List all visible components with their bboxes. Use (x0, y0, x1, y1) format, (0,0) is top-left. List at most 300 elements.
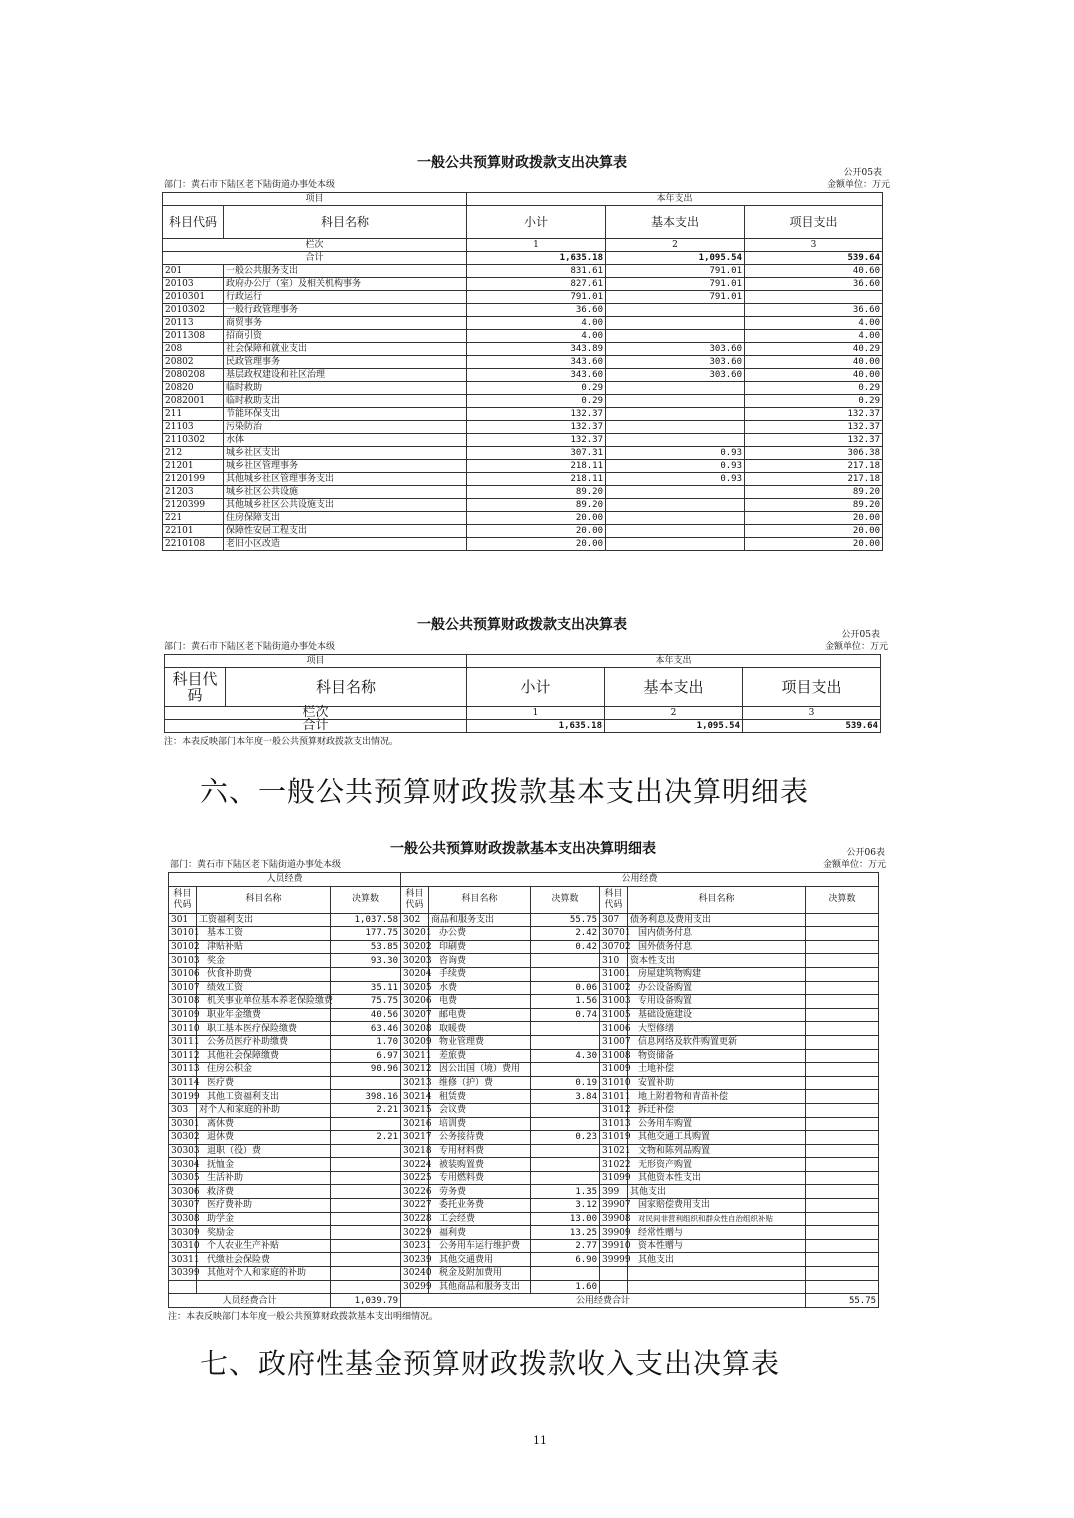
cell-amount: 2.77 (531, 1239, 600, 1253)
cell-code: 20103 (163, 278, 224, 291)
cell-name: 行政运行 (224, 291, 467, 304)
cell-basic (606, 434, 745, 447)
cell-amount: 13.00 (531, 1212, 600, 1226)
cell-code: 31010 (600, 1076, 628, 1090)
cell-amount (531, 1117, 600, 1131)
cell-amount (531, 967, 600, 981)
cell-name: 职工基本医疗保险缴费 (197, 1022, 331, 1036)
cell-code: 2082001 (163, 395, 224, 408)
table-row (163, 473, 883, 486)
cell-code: 30224 (401, 1158, 429, 1172)
table-row (169, 954, 879, 968)
cell-amount (331, 1253, 401, 1267)
cell-name: 政府办公厅（室）及相关机构事务 (224, 278, 467, 291)
cell-project: 40.00 (745, 369, 883, 382)
header-basic: 基本支出 (606, 206, 745, 239)
cell-name: 国外债务付息 (628, 940, 806, 954)
cell-name: 机关事业单位基本养老保险缴费 (197, 995, 331, 1009)
cell-name: 劳务费 (429, 1185, 531, 1199)
cell-name: 对个人和家庭的补助 (197, 1103, 331, 1117)
cell-name (628, 1280, 806, 1294)
cell-code: 30301 (169, 1117, 197, 1131)
cell-amount (806, 1117, 879, 1131)
cell-name: 专用材料费 (429, 1144, 531, 1158)
cell-name: 其他城乡社区公共设施支出 (224, 499, 467, 512)
table-row (163, 499, 883, 512)
table-row (169, 940, 879, 954)
cell-name: 专用燃料费 (429, 1171, 531, 1185)
cell-code: 30304 (169, 1158, 197, 1172)
cell-code: 30227 (401, 1199, 429, 1213)
cell-code: 31006 (600, 1022, 628, 1036)
cell-code: 221 (163, 512, 224, 525)
cell-amount (331, 1076, 401, 1090)
table-row (163, 356, 883, 369)
cell-code (600, 1267, 628, 1281)
cell-amount (331, 1171, 401, 1185)
total-label: 合计 (165, 720, 467, 733)
cell-amount: 0.06 (531, 981, 600, 995)
cell-code: 31021 (600, 1144, 628, 1158)
cell-code: 30218 (401, 1144, 429, 1158)
cell-amount (531, 1171, 600, 1185)
cell-name: 大型修缮 (628, 1022, 806, 1036)
cell-name (628, 1267, 806, 1281)
cell-subtotal: 343.60 (467, 369, 606, 382)
cell-code: 30204 (401, 967, 429, 981)
header-year-expense: 本年支出 (467, 193, 883, 206)
cell-subtotal: 343.89 (467, 343, 606, 356)
cell-basic: 791.01 (606, 278, 745, 291)
public-total-label: 公用经费合计 (401, 1294, 806, 1308)
cell-code: 2120199 (163, 473, 224, 486)
header-item: 项目 (163, 193, 467, 206)
header-name: 科目名称 (628, 886, 806, 913)
cell-amount: 1.56 (531, 995, 600, 1009)
cell-code: 31012 (600, 1103, 628, 1117)
cell-name: 公务接待费 (429, 1131, 531, 1145)
cell-name: 房屋建筑物购建 (628, 967, 806, 981)
cell-name: 电费 (429, 995, 531, 1009)
table-row (169, 1199, 879, 1213)
table-row (169, 1280, 879, 1294)
cell-basic (606, 382, 745, 395)
cell-code: 30229 (401, 1226, 429, 1240)
cell-code: 30239 (401, 1253, 429, 1267)
table-row (169, 1090, 879, 1104)
table1-dept: 部门：黄石市下陆区老下陆街道办事处本级 (164, 180, 336, 190)
cell-name: 税金及附加费用 (429, 1267, 531, 1281)
cell-code: 2010302 (163, 304, 224, 317)
cell-basic: 0.93 (606, 473, 745, 486)
cell-name: 津贴补贴 (197, 940, 331, 954)
cell-name: 印刷费 (429, 940, 531, 954)
cell-amount: 0.74 (531, 1008, 600, 1022)
cell-basic: 0.93 (606, 460, 745, 473)
table-row (169, 995, 879, 1009)
cell-name (197, 1280, 331, 1294)
cell-amount (806, 1212, 879, 1226)
cell-amount (331, 1144, 401, 1158)
table-row (163, 525, 883, 538)
cell-amount (806, 1280, 879, 1294)
cell-amount (331, 1199, 401, 1213)
header-amount: 决算数 (806, 886, 879, 913)
cell-amount (331, 967, 401, 981)
cell-name: 其他工资福利支出 (197, 1090, 331, 1104)
cell-code (600, 1280, 628, 1294)
cell-amount (531, 1035, 600, 1049)
cell-name: 资本性赠与 (628, 1239, 806, 1253)
cell-amount: 1.35 (531, 1185, 600, 1199)
cell-name: 其他商品和服务支出 (429, 1280, 531, 1294)
table-row (169, 1008, 879, 1022)
cell-amount: 1.60 (531, 1280, 600, 1294)
table1-form-no: 公开05表 (843, 168, 882, 178)
total-project: 539.64 (743, 720, 881, 733)
table3 (168, 872, 879, 1308)
header-code: 科目代码 (600, 886, 628, 913)
table-row (163, 512, 883, 525)
cell-basic (606, 330, 745, 343)
cell-code: 39907 (600, 1199, 628, 1213)
table3-dept: 部门：黄石市下陆区老下陆街道办事处本级 (170, 860, 342, 870)
cell-name: 物资储备 (628, 1049, 806, 1063)
header-personnel: 人员经费 (169, 873, 401, 887)
cell-subtotal: 89.20 (467, 499, 606, 512)
cell-name: 个人农业生产补贴 (197, 1239, 331, 1253)
cell-project: 4.00 (745, 330, 883, 343)
cell-name: 专用设备购置 (628, 995, 806, 1009)
table-row (169, 967, 879, 981)
cell-project: 40.60 (745, 265, 883, 278)
table-row (169, 1185, 879, 1199)
header-project: 项目支出 (745, 206, 883, 239)
cell-name: 工会经费 (429, 1212, 531, 1226)
cell-name: 医疗费补助 (197, 1199, 331, 1213)
table-row (169, 1171, 879, 1185)
cell-name: 因公出国（境）费用 (429, 1063, 531, 1077)
cell-name: 奖金 (197, 954, 331, 968)
column-index-1: 1 (467, 239, 606, 252)
cell-code: 22101 (163, 525, 224, 538)
table-row (163, 486, 883, 499)
cell-code: 30202 (401, 940, 429, 954)
cell-code: 30107 (169, 981, 197, 995)
table-row (169, 981, 879, 995)
cell-code: 399 (600, 1185, 628, 1199)
cell-name: 水体 (224, 434, 467, 447)
cell-project: 132.37 (745, 434, 883, 447)
cell-amount: 0.23 (531, 1131, 600, 1145)
table1-unit: 金额单位：万元 (826, 180, 890, 190)
cell-name: 水费 (429, 981, 531, 995)
cell-basic: 303.60 (606, 343, 745, 356)
cell-name: 邮电费 (429, 1008, 531, 1022)
cell-name: 委托业务费 (429, 1199, 531, 1213)
cell-subtotal: 218.11 (467, 473, 606, 486)
cell-amount (806, 913, 879, 927)
cell-subtotal: 343.60 (467, 356, 606, 369)
cell-code: 30309 (169, 1226, 197, 1240)
cell-basic (606, 525, 745, 538)
cell-basic: 791.01 (606, 291, 745, 304)
cell-amount (806, 1103, 879, 1117)
cell-code: 30199 (169, 1090, 197, 1104)
cell-code: 30201 (401, 927, 429, 941)
cell-code: 31005 (600, 1008, 628, 1022)
table-row (169, 1226, 879, 1240)
cell-code: 30207 (401, 1008, 429, 1022)
cell-name: 债务利息及费用支出 (628, 913, 806, 927)
cell-amount: 398.16 (331, 1090, 401, 1104)
cell-project: 132.37 (745, 408, 883, 421)
cell-amount (806, 1171, 879, 1185)
table2 (164, 654, 881, 733)
cell-name: 离休费 (197, 1117, 331, 1131)
cell-amount (806, 954, 879, 968)
cell-code: 31099 (600, 1171, 628, 1185)
cell-amount (531, 1267, 600, 1281)
cell-name: 退休费 (197, 1131, 331, 1145)
cell-code: 30213 (401, 1076, 429, 1090)
header-name: 科目名称 (197, 886, 331, 913)
cell-name: 培训费 (429, 1117, 531, 1131)
cell-name: 无形资产购置 (628, 1158, 806, 1172)
cell-name: 经常性赠与 (628, 1226, 806, 1240)
cell-name: 对民间非营利组织和群众性自治组织补贴 (628, 1212, 806, 1226)
cell-amount: 177.75 (331, 927, 401, 941)
cell-name: 其他支出 (628, 1253, 806, 1267)
cell-code: 21201 (163, 460, 224, 473)
cell-name: 助学金 (197, 1212, 331, 1226)
cell-code: 30240 (401, 1267, 429, 1281)
column-index-3: 3 (743, 707, 881, 720)
cell-amount: 35.11 (331, 981, 401, 995)
cell-code: 30101 (169, 927, 197, 941)
cell-project: 0.29 (745, 395, 883, 408)
cell-code: 208 (163, 343, 224, 356)
cell-subtotal: 20.00 (467, 512, 606, 525)
cell-code: 20820 (163, 382, 224, 395)
cell-name: 一般公共服务支出 (224, 265, 467, 278)
cell-name: 资本性支出 (628, 954, 806, 968)
cell-basic (606, 304, 745, 317)
cell-name: 社会保障和就业支出 (224, 343, 467, 356)
cell-subtotal: 89.20 (467, 486, 606, 499)
cell-subtotal: 831.61 (467, 265, 606, 278)
cell-name: 福利费 (429, 1226, 531, 1240)
cell-code: 30303 (169, 1144, 197, 1158)
cell-code: 31013 (600, 1117, 628, 1131)
table-row (163, 265, 883, 278)
column-index-2: 2 (606, 239, 745, 252)
cell-name: 工资福利支出 (197, 913, 331, 927)
cell-name: 招商引资 (224, 330, 467, 343)
cell-name: 污染防治 (224, 421, 467, 434)
table-row (169, 1103, 879, 1117)
cell-code: 31008 (600, 1049, 628, 1063)
cell-amount (806, 1090, 879, 1104)
cell-subtotal: 0.29 (467, 395, 606, 408)
cell-amount: 0.42 (531, 940, 600, 954)
cell-subtotal: 307.31 (467, 447, 606, 460)
cell-name: 其他资本性支出 (628, 1171, 806, 1185)
cell-name: 其他交通费用 (429, 1253, 531, 1267)
table-row (169, 1076, 879, 1090)
header-name: 科目名称 (429, 886, 531, 913)
cell-name: 临时救助 (224, 382, 467, 395)
table-row (163, 317, 883, 330)
cell-name: 奖励金 (197, 1226, 331, 1240)
cell-code: 21103 (163, 421, 224, 434)
column-index-1: 1 (467, 707, 605, 720)
table3-unit: 金额单位：万元 (822, 860, 886, 870)
table-row (169, 1049, 879, 1063)
cell-name: 老旧小区改造 (224, 538, 467, 551)
cell-name: 代缴社会保险费 (197, 1253, 331, 1267)
table3-form-no: 公开06表 (846, 848, 885, 858)
cell-code: 30231 (401, 1239, 429, 1253)
cell-code: 30307 (169, 1199, 197, 1213)
column-index-2: 2 (605, 707, 743, 720)
cell-code: 30217 (401, 1131, 429, 1145)
cell-project: 306.38 (745, 447, 883, 460)
cell-amount: 93.30 (331, 954, 401, 968)
cell-amount (806, 1063, 879, 1077)
cell-amount (331, 1158, 401, 1172)
cell-amount (806, 1131, 879, 1145)
cell-amount (806, 1022, 879, 1036)
table-row (163, 421, 883, 434)
table3-title: 一般公共预算财政拨款基本支出决算明细表 (390, 841, 656, 857)
cell-name: 取暖费 (429, 1022, 531, 1036)
cell-project: 217.18 (745, 473, 883, 486)
cell-amount (806, 1226, 879, 1240)
table-row (169, 927, 879, 941)
cell-subtotal: 20.00 (467, 525, 606, 538)
cell-project: 40.29 (745, 343, 883, 356)
cell-name: 抚恤金 (197, 1158, 331, 1172)
cell-amount (806, 1199, 879, 1213)
cell-amount (331, 1267, 401, 1281)
cell-amount: 63.46 (331, 1022, 401, 1036)
cell-code: 30113 (169, 1063, 197, 1077)
header-name: 科目名称 (224, 206, 467, 239)
cell-project: 36.60 (745, 278, 883, 291)
cell-name: 维修（护）费 (429, 1076, 531, 1090)
cell-amount (531, 1063, 600, 1077)
cell-subtotal: 218.11 (467, 460, 606, 473)
cell-name: 公务员医疗补助缴费 (197, 1035, 331, 1049)
cell-amount: 75.75 (331, 995, 401, 1009)
cell-amount (331, 1280, 401, 1294)
column-index-3: 3 (745, 239, 883, 252)
cell-code: 30228 (401, 1212, 429, 1226)
cell-code: 21203 (163, 486, 224, 499)
table-row (163, 395, 883, 408)
cell-basic (606, 486, 745, 499)
cell-code: 2011308 (163, 330, 224, 343)
cell-name: 地上附着物和青苗补偿 (628, 1090, 806, 1104)
cell-amount (531, 954, 600, 968)
cell-project: 36.60 (745, 304, 883, 317)
cell-name: 救济费 (197, 1185, 331, 1199)
cell-project: 40.00 (745, 356, 883, 369)
cell-name: 物业管理费 (429, 1035, 531, 1049)
total-basic: 1,095.54 (606, 252, 745, 265)
cell-name: 办公费 (429, 927, 531, 941)
cell-amount (531, 1022, 600, 1036)
cell-amount: 3.12 (531, 1199, 600, 1213)
cell-name: 一般行政管理事务 (224, 304, 467, 317)
cell-project: 89.20 (745, 499, 883, 512)
cell-code: 2120399 (163, 499, 224, 512)
cell-code: 30701 (600, 927, 628, 941)
cell-project: 132.37 (745, 421, 883, 434)
cell-amount: 0.19 (531, 1076, 600, 1090)
cell-basic (606, 317, 745, 330)
cell-amount: 55.75 (531, 913, 600, 927)
cell-project: 217.18 (745, 460, 883, 473)
cell-amount (806, 1144, 879, 1158)
cell-code: 30216 (401, 1117, 429, 1131)
total-subtotal: 1,635.18 (467, 252, 606, 265)
cell-project: 89.20 (745, 486, 883, 499)
cell-subtotal: 4.00 (467, 330, 606, 343)
cell-name: 被装购置费 (429, 1158, 531, 1172)
cell-name: 医疗费 (197, 1076, 331, 1090)
table-row (169, 1267, 879, 1281)
page-number: 11 (533, 1434, 547, 1447)
cell-basic: 303.60 (606, 356, 745, 369)
cell-name: 安置补助 (628, 1076, 806, 1090)
cell-basic (606, 538, 745, 551)
cell-code: 30225 (401, 1171, 429, 1185)
cell-name: 租赁费 (429, 1090, 531, 1104)
cell-amount (331, 1226, 401, 1240)
cell-code: 30112 (169, 1049, 197, 1063)
cell-amount (806, 927, 879, 941)
table-row (169, 1158, 879, 1172)
cell-code: 31007 (600, 1035, 628, 1049)
public-total: 55.75 (806, 1294, 879, 1308)
cell-name: 其他支出 (628, 1185, 806, 1199)
cell-code: 30109 (169, 1008, 197, 1022)
header-subtotal: 小计 (467, 668, 605, 707)
cell-amount: 2.21 (331, 1103, 401, 1117)
cell-amount (806, 1158, 879, 1172)
cell-code: 2210108 (163, 538, 224, 551)
cell-amount: 40.56 (331, 1008, 401, 1022)
cell-code: 39910 (600, 1239, 628, 1253)
cell-name: 住房保障支出 (224, 512, 467, 525)
total-subtotal: 1,635.18 (467, 720, 605, 733)
cell-name: 临时救助支出 (224, 395, 467, 408)
cell-name: 生活补助 (197, 1171, 331, 1185)
cell-code: 212 (163, 447, 224, 460)
cell-name: 商贸事务 (224, 317, 467, 330)
cell-code: 39908 (600, 1212, 628, 1226)
cell-code: 30110 (169, 1022, 197, 1036)
cell-name: 其他社会保障缴费 (197, 1049, 331, 1063)
cell-code: 201 (163, 265, 224, 278)
cell-code: 310 (600, 954, 628, 968)
cell-code: 30311 (169, 1253, 197, 1267)
cell-code: 20802 (163, 356, 224, 369)
cell-name: 拆迁补偿 (628, 1103, 806, 1117)
cell-code: 31022 (600, 1158, 628, 1172)
